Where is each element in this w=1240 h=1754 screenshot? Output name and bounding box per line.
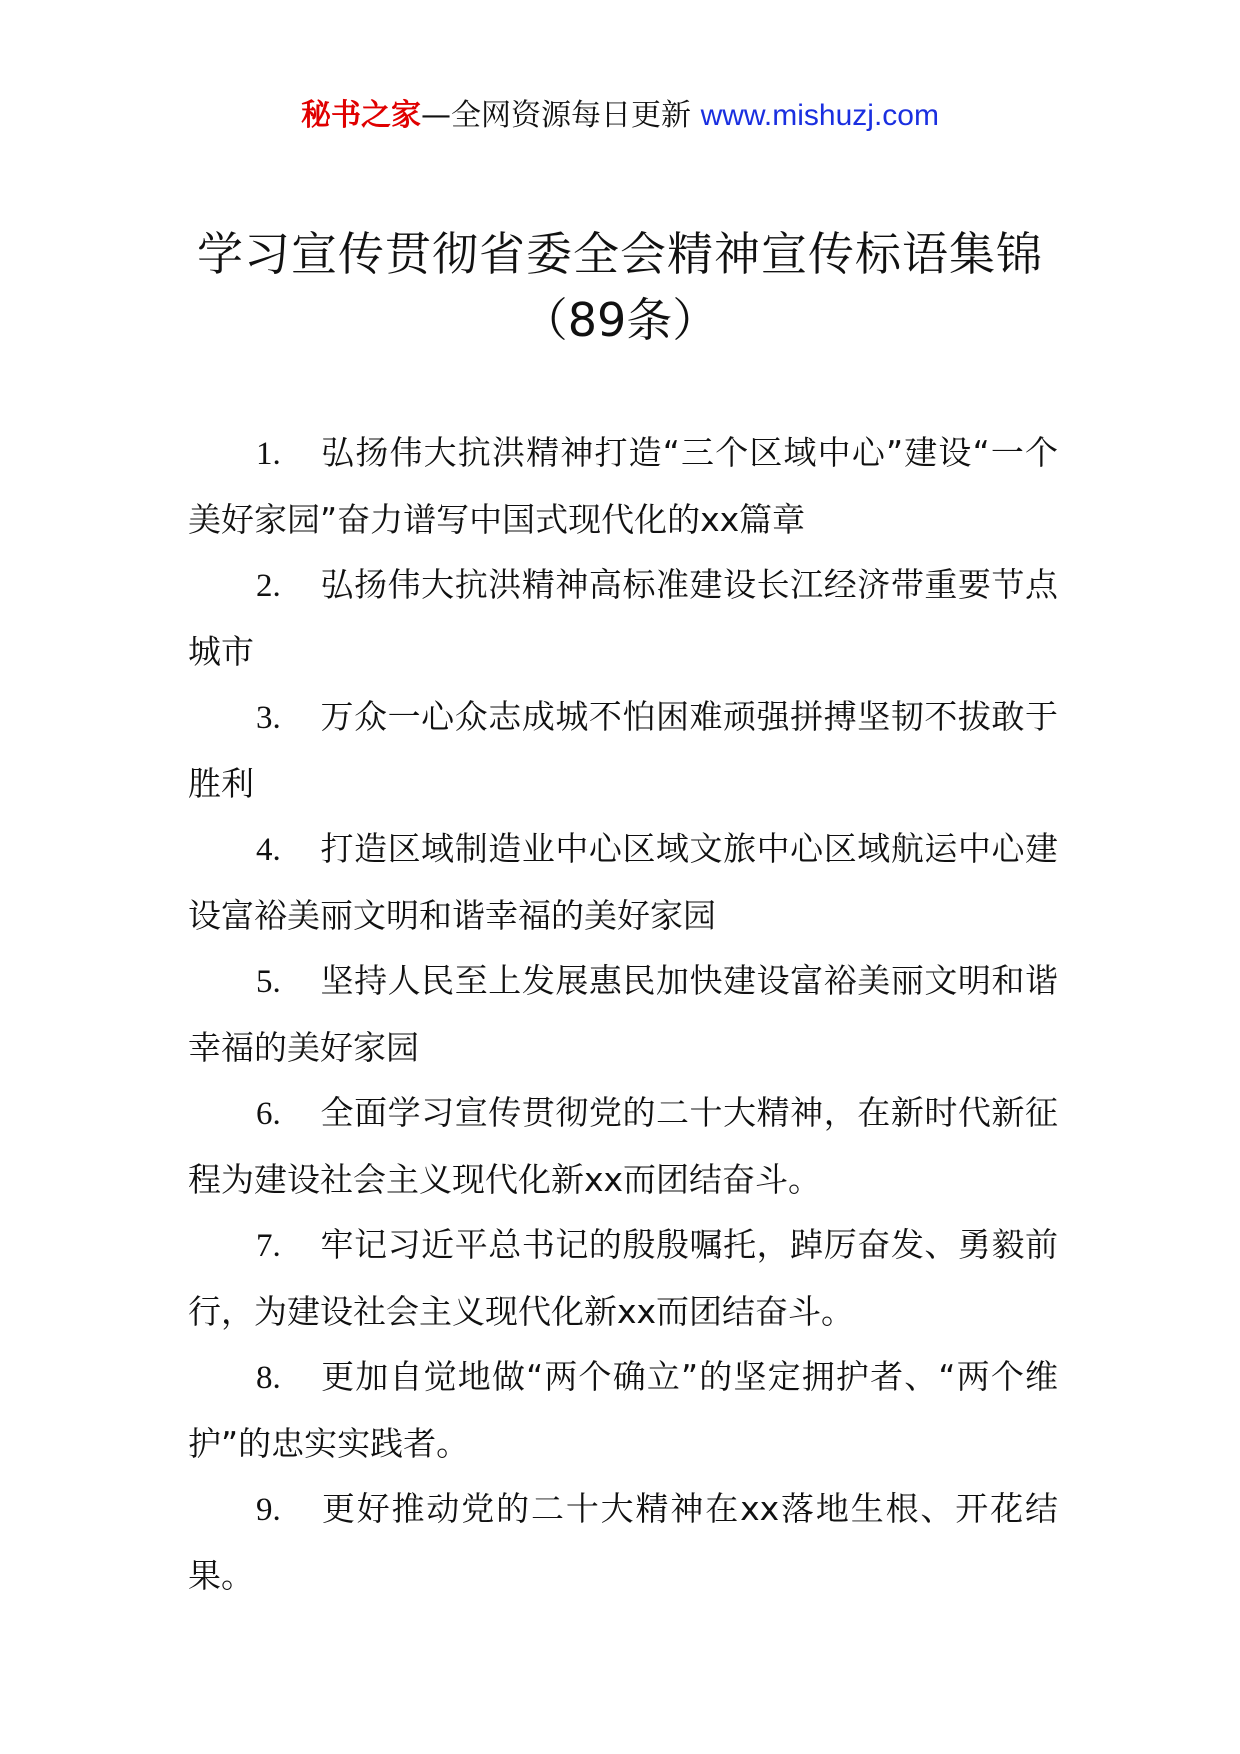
document-subtitle: （89条） [521, 293, 719, 347]
slogan-number: 7. [256, 1228, 281, 1264]
slogan-text: 更好推动党的二十大精神在xx落地生根、开花结果。 [188, 1489, 1058, 1595]
site-url-link[interactable]: www.mishuzj.com [700, 99, 939, 132]
slogan-number: 5. [256, 964, 281, 1000]
slogan-number: 4. [256, 832, 281, 868]
slogan-number: 1. [256, 436, 281, 472]
slogan-number: 9. [256, 1492, 281, 1528]
slogan-text: 全面学习宣传贯彻党的二十大精神，在新时代新征程为建设社会主义现代化新xx而团结奋斗。 [188, 1093, 1058, 1199]
slogan-item [188, 420, 1058, 552]
document-title: 学习宣传贯彻省委全会精神宣传标语集锦 [197, 227, 1043, 281]
slogan-text: 弘扬伟大抗洪精神高标准建设长江经济带重要节点城市 [188, 565, 1058, 671]
slogan-item [188, 1212, 1058, 1344]
brand-name: 秘书之家 [301, 98, 422, 133]
slogan-text: 更加自觉地做“两个确立”的坚定拥护者、“两个维护”的忠实实践者。 [188, 1357, 1058, 1463]
slogan-text: 坚持人民至上发展惠民加快建设富裕美丽文明和谐幸福的美好家园 [188, 961, 1058, 1067]
slogan-text: 弘扬伟大抗洪精神打造“三个区域中心”建设“一个美好家园”奋力谱写中国式现代化的xx篇章 [188, 433, 1058, 539]
slogan-text: 牢记习近平总书记的殷殷嘱托，踔厉奋发、勇毅前行，为建设社会主义现代化新xx而团结奋斗。 [188, 1225, 1058, 1331]
slogan-number: 6. [256, 1096, 281, 1132]
slogan-item [188, 684, 1058, 816]
slogan-number: 2. [256, 568, 281, 604]
slogan-item [188, 1344, 1058, 1476]
slogan-text: 万众一心众志成城不怕困难顽强拼搏坚韧不拔敢于胜利 [188, 697, 1058, 803]
slogan-item [188, 1080, 1058, 1212]
slogan-number: 3. [256, 700, 281, 736]
slogan-text: 打造区域制造业中心区域文旅中心区域航运中心建设富裕美丽文明和谐幸福的美好家园 [188, 829, 1058, 935]
slogan-item [188, 552, 1058, 684]
slogan-item [188, 816, 1058, 948]
header-tagline: —全网资源每日更新 [421, 98, 692, 133]
slogan-item [188, 948, 1058, 1080]
slogan-number: 8. [256, 1360, 281, 1396]
slogan-list [188, 420, 1058, 1608]
slogan-item [188, 1476, 1058, 1608]
site-header [0, 96, 1240, 136]
